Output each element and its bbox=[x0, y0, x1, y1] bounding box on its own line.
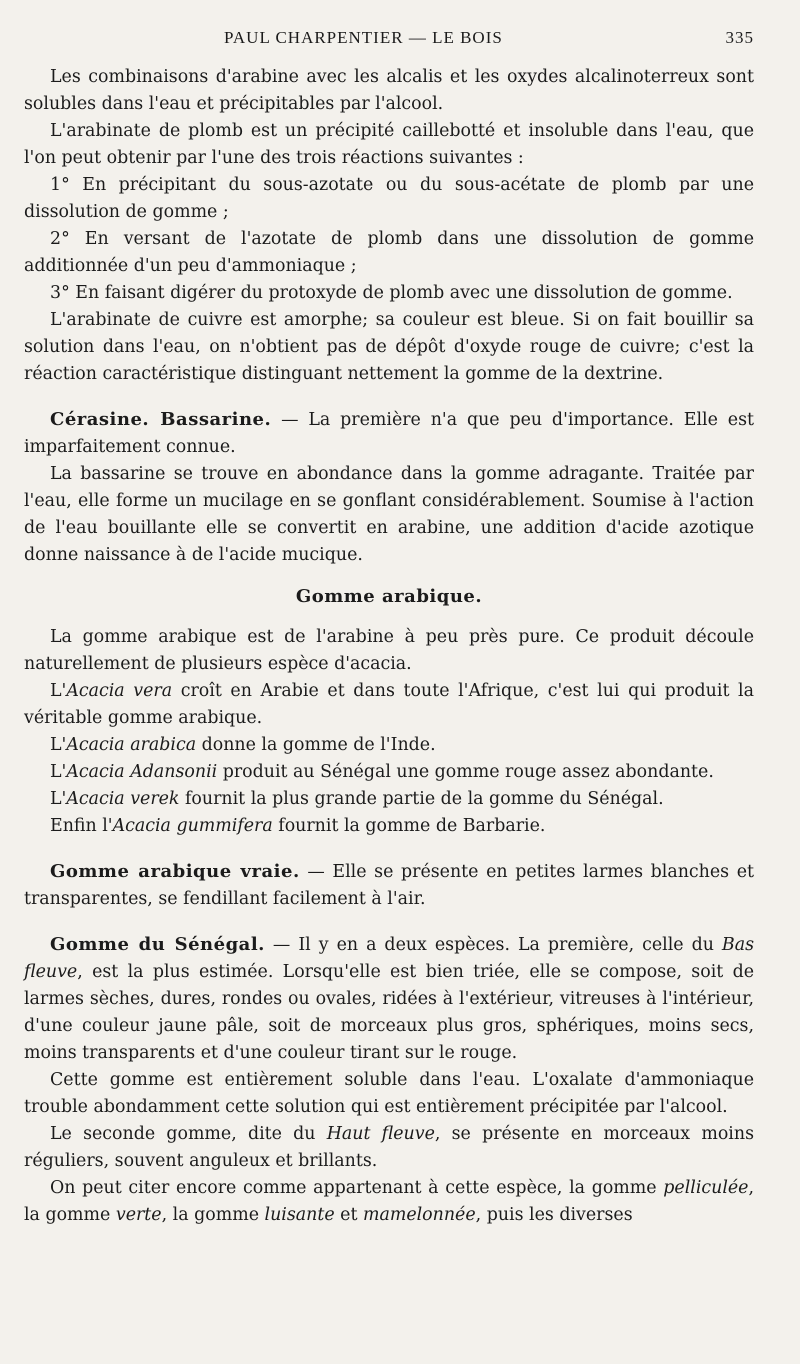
text-run: , est la plus estimée. Lorsqu'elle est bien triée, elle se compose, soit de larmes sèches, dures, rondes ou ovales, ridées à l'extérieur, vitreuses à l'intérieur, d'une couleur jaune pâle, soit de morceaux plus gros, sphériques, moins secs, moins transparents et d'une couleur tirant sur le rouge. bbox=[24, 962, 754, 1063]
list-item: 1° En précipitant du sous-azotate ou du sous-acétate de plomb par une dissolution de gomme ; bbox=[24, 175, 754, 222]
text-run: , la gomme bbox=[161, 1205, 265, 1225]
text-run: L' bbox=[50, 789, 67, 809]
italic-term: Haut fleuve bbox=[326, 1124, 435, 1144]
italic-term: pelliculée bbox=[663, 1178, 749, 1198]
species-name: Acacia Adansonii bbox=[66, 762, 218, 782]
italic-term: mamelonnée bbox=[362, 1205, 476, 1225]
paragraph: Cette gomme est entièrement soluble dans l'eau. L'oxalate d'ammoniaque trouble abondamment cette solution qui est entièrement précipitée par l'alcool. bbox=[24, 1070, 754, 1117]
paragraph bbox=[24, 678, 754, 732]
paragraph bbox=[24, 759, 754, 786]
page-number: 335 bbox=[725, 28, 754, 47]
run-in-heading: Cérasine. Bassarine. bbox=[50, 409, 272, 430]
body-text bbox=[24, 64, 754, 1229]
text-run: fournit la gomme de Barbarie. bbox=[272, 816, 546, 836]
text-run: et bbox=[334, 1205, 363, 1225]
paragraph-text: — La première n'a que peu d'importance. Elle est imparfaitement connue. bbox=[24, 410, 754, 457]
species-name: Acacia arabica bbox=[66, 735, 197, 755]
species-name: Acacia vera bbox=[66, 681, 173, 701]
text-run: donne la gomme de l'Inde. bbox=[196, 735, 436, 755]
text-run: produit au Sénégal une gomme rouge assez abondante. bbox=[217, 762, 714, 782]
run-in-heading: Gomme arabique vraie. bbox=[50, 861, 300, 882]
text-run: croît en Arabie et dans toute l'Afrique, c'est lui qui produit la véritable gomme arabique. bbox=[24, 681, 754, 728]
text-run: , puis les diverses bbox=[475, 1205, 633, 1225]
paragraph bbox=[24, 858, 754, 913]
text-run: — Il y en a deux espèces. La première, celle du bbox=[264, 935, 722, 955]
list-item: 2° En versant de l'azotate de plomb dans une dissolution de gomme additionnée d'un peu d'ammoniaque ; bbox=[24, 229, 754, 276]
italic-term: verte bbox=[115, 1205, 162, 1225]
paragraph bbox=[24, 1175, 754, 1229]
paragraph bbox=[24, 786, 754, 813]
italic-term: Bas fleuve bbox=[24, 935, 754, 982]
running-title: PAUL CHARPENTIER — LE BOIS bbox=[224, 28, 503, 47]
text-run: , la gomme bbox=[24, 1178, 754, 1225]
list-item: 3° En faisant digérer du protoxyde de plomb avec une dissolution de gomme. bbox=[50, 283, 733, 303]
species-name: Acacia gummifera bbox=[112, 816, 273, 836]
paragraph-text: — Elle se présente en petites larmes blanches et transparentes, se fendillant facilement à l'air. bbox=[24, 862, 754, 909]
run-in-heading: Gomme du Sénégal. bbox=[50, 934, 265, 955]
paragraph bbox=[24, 931, 754, 1067]
paragraph bbox=[24, 732, 754, 759]
text-run: Le seconde gomme, dite du bbox=[50, 1124, 327, 1144]
text-run: On peut citer encore comme appartenant à cette espèce, la gomme bbox=[50, 1178, 664, 1198]
text-run: fournit la plus grande partie de la gomme du Sénégal. bbox=[179, 789, 664, 809]
running-header bbox=[24, 28, 754, 54]
paragraph: Les combinaisons d'arabine avec les alcalis et les oxydes alcalinoterreux sont solubles dans l'eau et précipitables par l'alcool. bbox=[24, 67, 754, 114]
text-run: Enfin l' bbox=[50, 816, 113, 836]
text-run: L' bbox=[50, 681, 67, 701]
paragraph bbox=[24, 406, 754, 461]
species-name: Acacia verek bbox=[66, 789, 180, 809]
paragraph: La bassarine se trouve en abondance dans la gomme adragante. Traitée par l'eau, elle forme un mucilage en se gonflant considérablement. Soumise à l'action de l'eau bouillante elle se convertit en arabine, une addition d'acide azotique donne naissance à de l'acide mucique. bbox=[24, 464, 754, 565]
paragraph: L'arabinate de plomb est un précipité caillebotté et insoluble dans l'eau, que l'on peut obtenir par l'une des trois réactions suivantes : bbox=[24, 121, 754, 168]
paragraph bbox=[24, 1121, 754, 1175]
text-run: , se présente en morceaux moins réguliers, souvent anguleux et brillants. bbox=[24, 1124, 754, 1171]
paragraph: La gomme arabique est de l'arabine à peu près pure. Ce produit découle naturellement de plusieurs espèce d'acacia. bbox=[24, 627, 754, 674]
paragraph bbox=[24, 813, 754, 840]
text-run: L' bbox=[50, 762, 67, 782]
paragraph: L'arabinate de cuivre est amorphe; sa couleur est bleue. Si on fait bouillir sa solution dans l'eau, on n'obtient pas de dépôt d'oxyde rouge de cuivre; c'est la réaction caractéristique distinguant nettement la gomme de la dextrine. bbox=[24, 310, 754, 384]
section-heading: Gomme arabique. bbox=[295, 586, 483, 607]
italic-term: luisante bbox=[264, 1205, 335, 1225]
text-run: L' bbox=[50, 735, 67, 755]
